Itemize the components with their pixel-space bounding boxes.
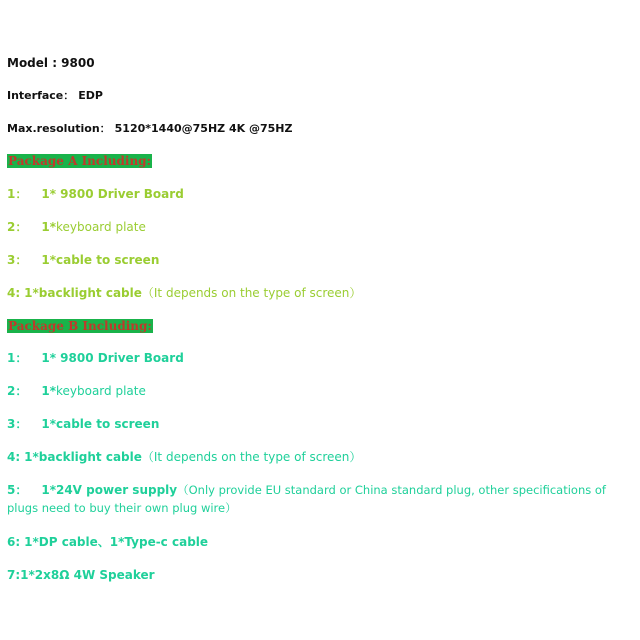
package-b-item-7 — [7, 566, 636, 584]
item-normal-text: keyboard plate — [55, 220, 146, 234]
item-normal-text: （It depends on the type of screen） — [141, 286, 362, 300]
item-normal-text: keyboard plate — [55, 384, 146, 398]
item-number: 3： — [7, 417, 28, 431]
item-number: 1： — [7, 187, 28, 201]
item-number: 2： — [7, 384, 28, 398]
model-line — [7, 54, 636, 72]
item-bold-text: 1*backlight cable — [24, 286, 142, 300]
package-b-item-4 — [7, 448, 636, 466]
resolution-line — [7, 120, 636, 138]
interface-line — [7, 87, 636, 105]
package-b-heading: Package B Including: — [8, 319, 152, 333]
package-b-item-5 — [7, 481, 636, 517]
package-a-item-2 — [7, 218, 636, 236]
interface-label: Interface： — [7, 89, 75, 102]
item-bold-text: 1*cable to screen — [41, 417, 160, 431]
item-bold-text: 1* — [41, 220, 56, 234]
package-b-item-1 — [7, 349, 636, 367]
item-number: 5： — [7, 483, 28, 497]
item-bold-text: 1* — [41, 384, 56, 398]
package-a-item-4 — [7, 284, 636, 302]
item-normal-text: （Only provide EU standard or China standard plug, other specifications of plugs need to buy their own plug wire） — [7, 483, 606, 515]
item-number: 2： — [7, 220, 28, 234]
resolution-label: Max.resolution： — [7, 122, 111, 135]
package-b-item-6 — [7, 533, 636, 551]
item-bold-text: 1* 9800 Driver Board — [41, 351, 184, 365]
item-number: 4: — [7, 450, 21, 464]
package-a-heading-line — [7, 152, 636, 170]
item-bold-text: 1* 9800 Driver Board — [41, 187, 184, 201]
item-bold-text: 1*2x8Ω 4W Speaker — [20, 568, 155, 582]
item-bold-text: 1*cable to screen — [41, 253, 160, 267]
package-b-item-2 — [7, 382, 636, 400]
interface-value: EDP — [78, 89, 103, 102]
package-b-heading-line — [7, 317, 636, 335]
item-bold-text: 1*DP cable、1*Type-c cable — [24, 535, 209, 549]
item-normal-text: （It depends on the type of screen） — [141, 450, 362, 464]
resolution-value: 5120*1440@75HZ 4K @75HZ — [114, 122, 293, 135]
package-a-heading: Package A Including: — [8, 154, 151, 168]
package-b-item-3 — [7, 415, 636, 433]
item-number: 3： — [7, 253, 28, 267]
item-bold-text: 1*24V power supply — [41, 483, 178, 497]
item-bold-text: 1*backlight cable — [24, 450, 142, 464]
item-number: 1： — [7, 351, 28, 365]
package-a-item-3 — [7, 251, 636, 269]
item-number: 6: — [7, 535, 21, 549]
model-text: Model : 9800 — [7, 56, 95, 70]
item-number: 7: — [7, 568, 21, 582]
item-number: 4: — [7, 286, 21, 300]
package-a-item-1 — [7, 185, 636, 203]
